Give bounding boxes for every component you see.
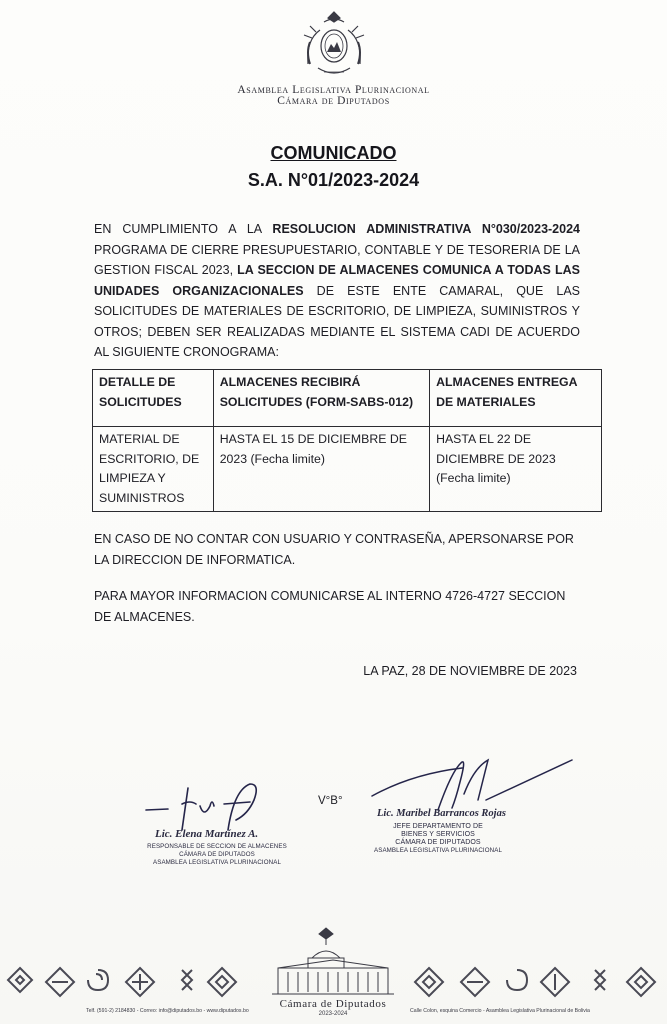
contact-paragraph: PARA MAYOR INFORMACION COMUNICARSE AL INTERNO 4726-4727 SECCION DE ALMACENES. — [94, 589, 566, 624]
cell-delivery: HASTA EL 22 DE DICIEMBRE DE 2023 (Fecha limite) — [430, 427, 602, 512]
footer-brand: Cámara de Diputados — [279, 998, 387, 1010]
signer-left-chamber: CÁMARA DE DIPUTADOS — [179, 851, 255, 858]
approval-mark: V°B° — [318, 795, 343, 807]
signer-right-chamber: CÁMARA DE DIPUTADOS — [395, 839, 481, 846]
header-reception: ALMACENES RECIBIRÁ SOLICITUDES (FORM-SABS-012) — [213, 370, 429, 427]
table-row — [93, 427, 602, 512]
credentials-paragraph: EN CASO DE NO CONTAR CON USUARIO Y CONTRASEÑA, APERSONARSE POR LA DIRECCION DE INFORMATICA. — [94, 532, 574, 567]
footer-pattern-left-icon — [0, 960, 260, 1010]
schedule-table — [92, 369, 602, 512]
footer-contact: Telf. (591-2) 2184830 - Correo: info@diputados.bo - www.diputados.bo — [86, 1008, 249, 1014]
signer-right-role: JEFE DEPARTAMENTO DE — [393, 823, 483, 830]
footer-address: Calle Colon, esquina Comercio - Asamblea Legislativa Plurinacional de Bolivia — [410, 1008, 590, 1014]
header-delivery: ALMACENES ENTREGA DE MATERIALES — [430, 370, 602, 427]
signer-right-assembly: ASAMBLEA LEGISLATIVA PLURINACIONAL — [374, 847, 502, 854]
signer-right-name: Lic. Maribel Barrancos Rojas — [377, 808, 506, 819]
signer-right-department: BIENES Y SERVICIOS — [401, 831, 475, 838]
signer-left-role: RESPONSABLE DE SECCION DE ALMACENES — [147, 843, 287, 850]
intro-text-3: DE ESTE ENTE CAMARAL, QUE LAS SOLICITUDES DE MATERIALES DE ESCRITORIO, DE LIMPIEZA, SUMINISTROS Y OTROS; DEBEN SER REALIZADAS MEDIANTE EL SISTEMA CADI DE ACUERDO AL SIGUIENTE CRONOGRAMA: — [94, 283, 580, 359]
intro-text-1: EN CUMPLIMIENTO A LA — [94, 222, 273, 236]
document-number: S.A. N°01/2023-2024 — [247, 170, 420, 190]
cell-reception: HASTA EL 15 DE DICIEMBRE DE 2023 (Fecha limite) — [213, 427, 429, 512]
signer-left-assembly: ASAMBLEA LEGISLATIVA PLURINACIONAL — [153, 859, 281, 866]
chamber-name: Cámara de Diputados — [277, 95, 390, 107]
footer-pattern-right-icon — [405, 960, 667, 1010]
header-detail: DETALLE DE SOLICITUDES — [93, 370, 214, 427]
intro-resolution: RESOLUCION ADMINISTRATIVA N°030/2023-2024 — [272, 222, 580, 236]
cell-detail: MATERIAL DE ESCRITORIO, DE LIMPIEZA Y SUMINISTROS — [93, 427, 214, 512]
document-title: COMUNICADO — [270, 143, 397, 163]
congress-building-icon — [268, 924, 398, 998]
intro-announcement: LA SECCION DE ALMACENES COMUNICA A TODAS LAS UNIDADES ORGANIZACIONALES — [94, 263, 580, 298]
coat-of-arms-icon — [296, 8, 372, 82]
table-header-row — [93, 370, 602, 427]
document-date: LA PAZ, 28 DE NOVIEMBRE DE 2023 — [363, 664, 577, 678]
signer-left-name: Lic. Elena Martínez A. — [155, 828, 259, 840]
signature-left-icon — [140, 770, 280, 832]
intro-paragraph — [94, 219, 580, 363]
intro-text-2: PROGRAMA DE CIERRE PRESUPUESTARIO, CONTABLE Y DE TESORERIA DE LA GESTION FISCAL 2023, — [94, 242, 580, 277]
signature-right-icon — [368, 752, 578, 816]
institution-name: Asamblea Legislativa Plurinacional — [237, 84, 430, 96]
footer-years: 2023-2024 — [318, 1011, 348, 1017]
